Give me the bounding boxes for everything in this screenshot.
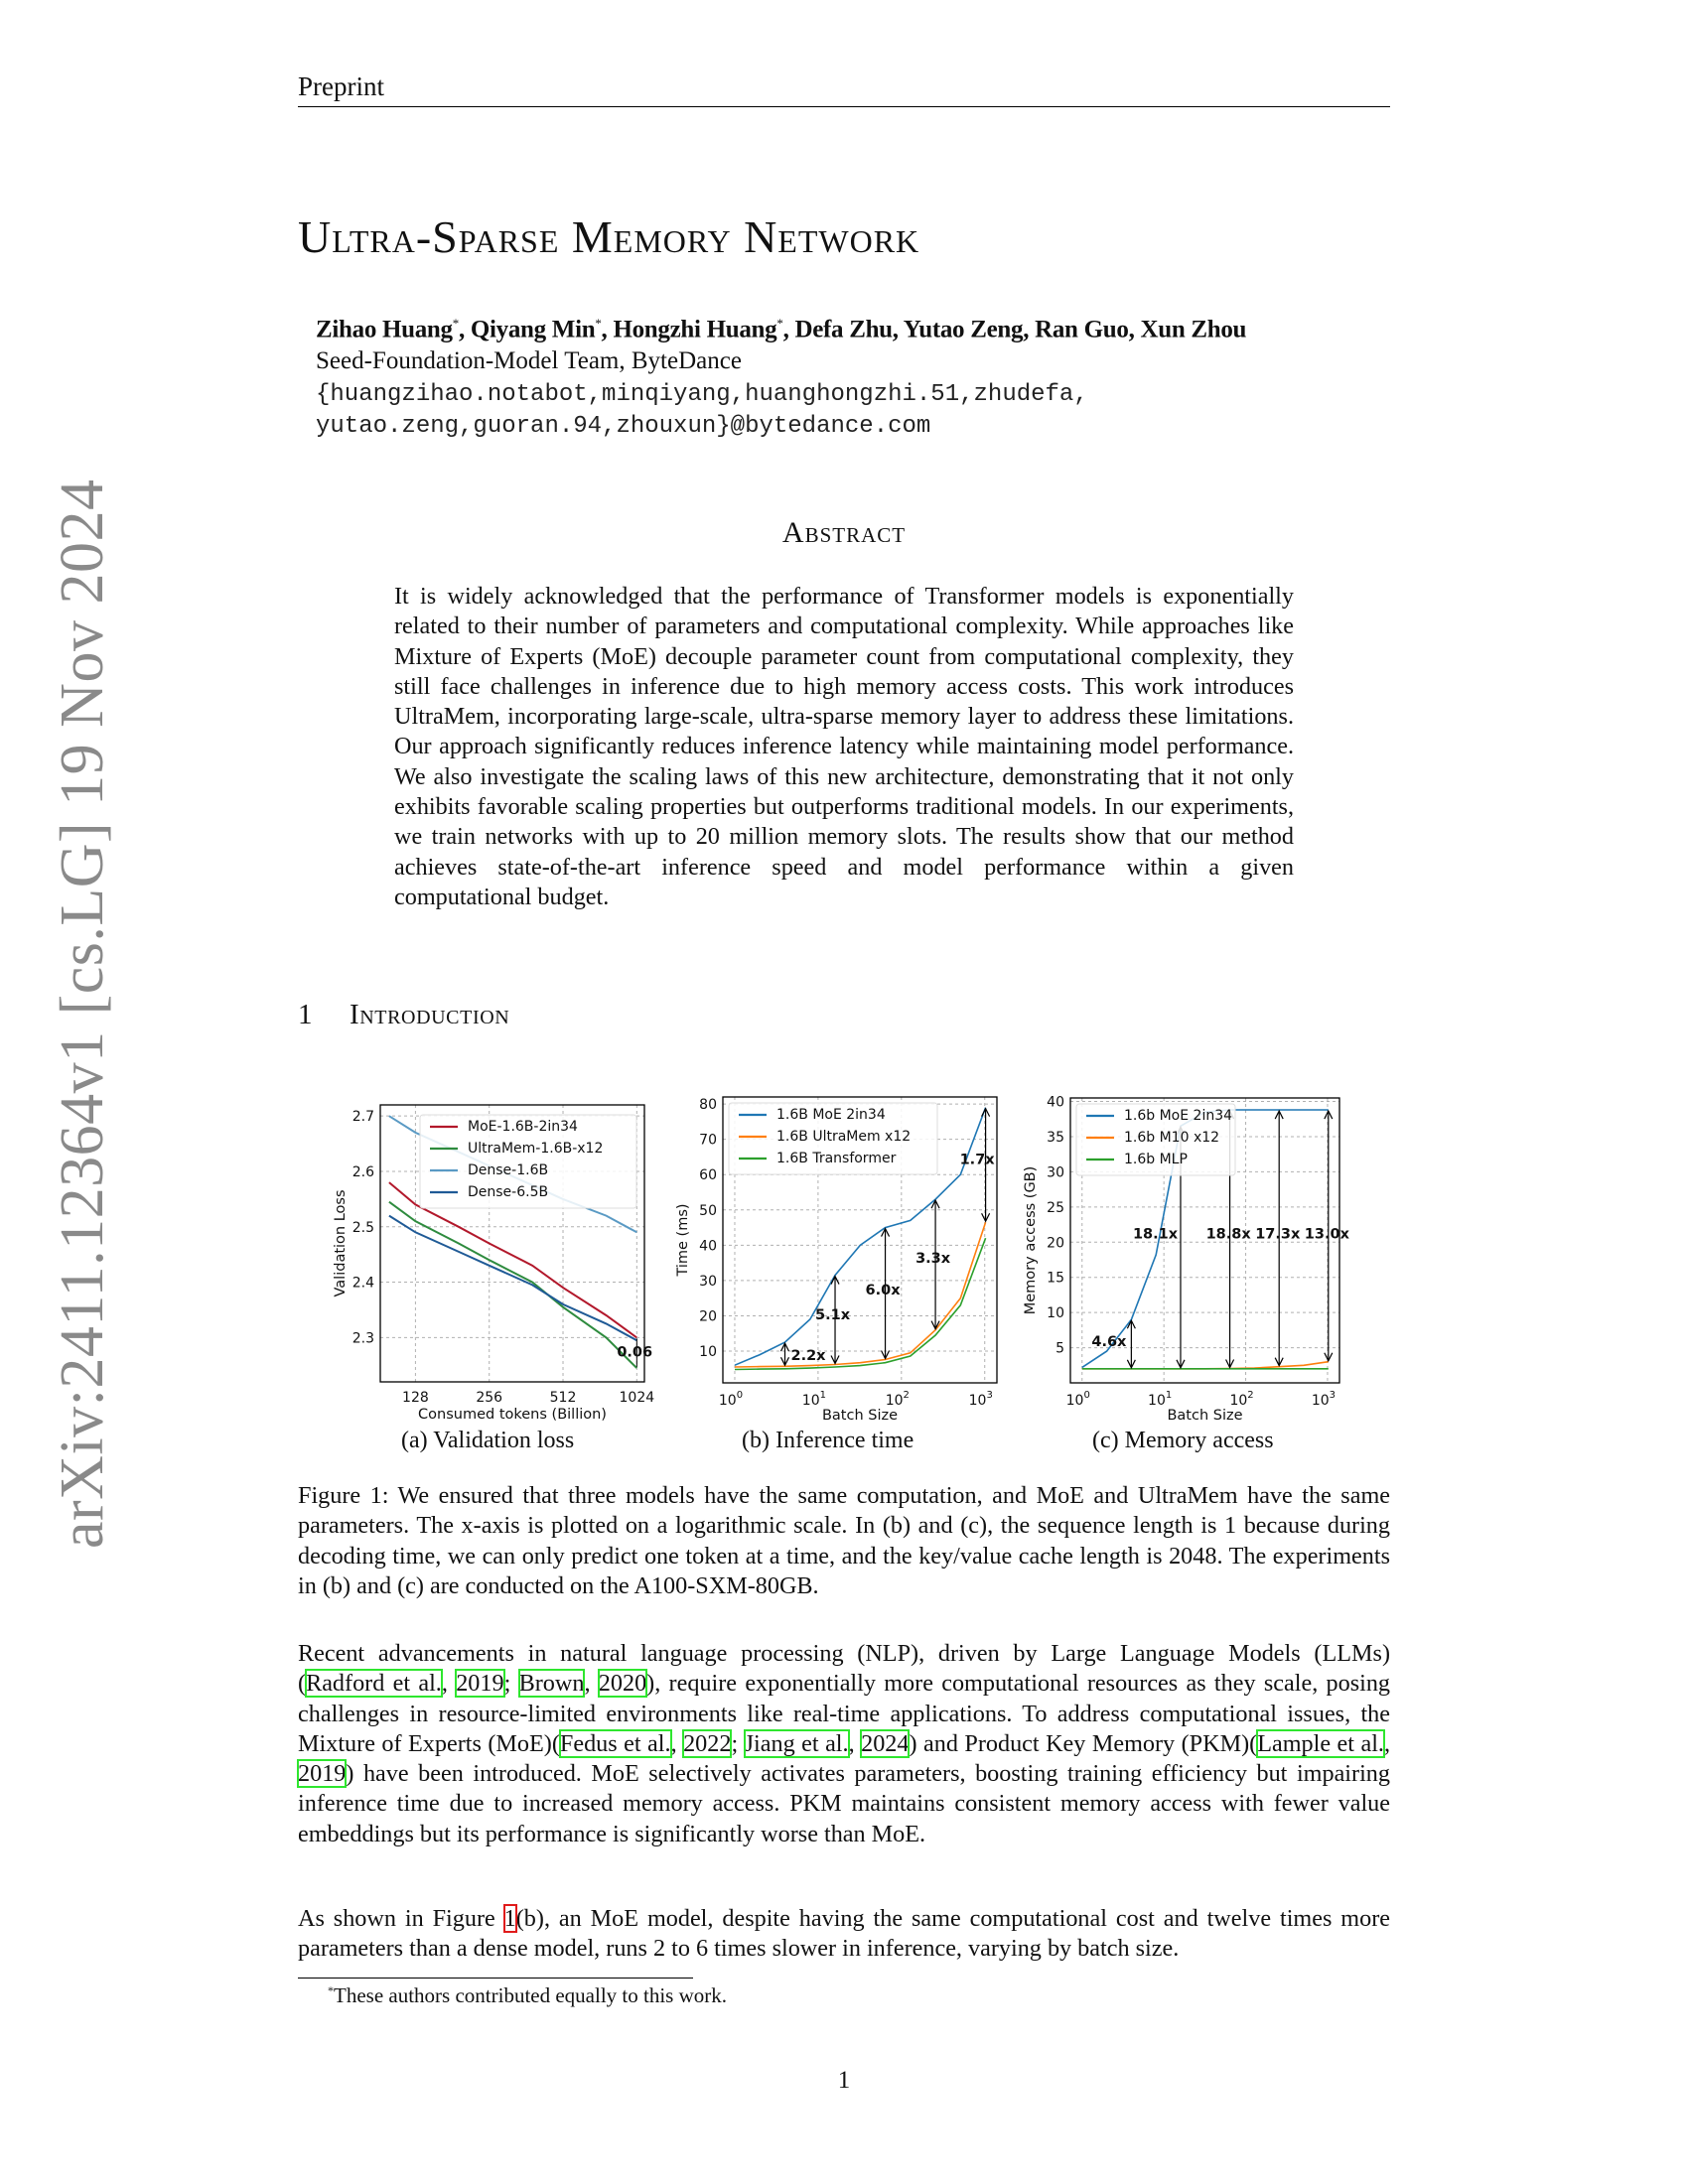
svg-text:1.6b MoE 2in34: 1.6b MoE 2in34 <box>1124 1108 1233 1124</box>
author-emails <box>316 379 1088 443</box>
svg-text:103: $10^3$ <box>968 1390 993 1409</box>
running-header: Preprint <box>298 71 384 101</box>
section-title: Introduction <box>350 999 510 1030</box>
svg-text:2.2x: 2.2x <box>790 1347 826 1364</box>
citation-year-link[interactable]: 2024 <box>861 1729 910 1757</box>
paragraph: Recent advancements in natural language processing (NLP), driven by Large Language Models (LLMs) (Radford et al., 2019; Brown, 2020), require exponentially more computational resources as they scale, posing challenges in resource-limited environments like real-time applications. To address computational issues, the Mixture of Experts (MoE)(Fedus et al., 2022; Jiang et al., 2024) and Product Key Memory (PKM)(Lample et al., 2019) have been introduced. MoE selectively activates parameters, boosting training efficiency but impairing inference time due to increased memory access. PKM maintains consistent memory access with fewer value embeddings but its performance is significantly worse than MoE. <box>298 1640 1391 1847</box>
citation-link[interactable]: Fedus et al. <box>559 1729 671 1757</box>
svg-text:10: 10 <box>699 1344 717 1360</box>
abstract-text: It is widely acknowledged that the performance of Transformer models is exponentially related to their number of parameters and computational complexity. While approaches like Mixture of Experts (MoE) decouple parameter count from computational complexity, they still face challenges in inference due to high memory access costs. This work introduces UltraMem, incorporating large-scale, ultra-sparse memory layer to address these limitations. Our approach significantly reduces inference latency while maintaining model performance. We also investigate the scaling laws of this new architecture, demonstrating that it not only exhibits favorable scaling properties but outperforms traditional models. In our experiments, we train networks with up to 20 million memory slots. The results show that our method achieves state-of-the-art inference speed and model performance within a given computational budget. <box>394 583 1294 910</box>
svg-text:2.6: 2.6 <box>352 1163 374 1180</box>
svg-text:40: 40 <box>699 1238 717 1255</box>
svg-text:103: $10^3$ <box>1311 1390 1336 1409</box>
svg-text:30: 30 <box>699 1273 717 1290</box>
svg-text:Dense-6.5B: Dense-6.5B <box>468 1184 549 1200</box>
author: Defa Zhu <box>794 316 893 343</box>
svg-text:1.6B UltraMem x12: 1.6B UltraMem x12 <box>776 1129 912 1145</box>
svg-text:Time (ms): Time (ms) <box>675 1203 691 1277</box>
svg-text:100: $10^0$ <box>1065 1390 1090 1409</box>
svg-text:1.6B Transformer: 1.6B Transformer <box>776 1151 897 1166</box>
svg-text:1.6b M10 x12: 1.6b M10 x12 <box>1124 1130 1220 1146</box>
svg-text:17.3x: 17.3x <box>1255 1226 1301 1243</box>
svg-text:20: 20 <box>1047 1235 1064 1252</box>
svg-text:Dense-1.6B: Dense-1.6B <box>468 1162 549 1178</box>
author: Yutao Zeng <box>903 316 1024 343</box>
email-line: yutao.zeng,guoran.94,zhouxun}@bytedance.com <box>316 413 931 440</box>
svg-text:101: $10^1$ <box>1148 1390 1173 1409</box>
svg-text:1.6B MoE 2in34: 1.6B MoE 2in34 <box>776 1107 886 1123</box>
svg-text:Batch Size: Batch Size <box>821 1408 899 1424</box>
citation-link[interactable]: Lample et al. <box>1257 1729 1384 1757</box>
citation-link[interactable]: Jiang et al. <box>744 1729 849 1757</box>
svg-text:Memory access (GB): Memory access (GB) <box>1023 1165 1039 1315</box>
footnote-rule <box>298 1978 693 1979</box>
abstract-heading: Abstract <box>781 516 907 549</box>
svg-text:2.7: 2.7 <box>352 1109 374 1126</box>
subcaption-b: (b) Inference time <box>742 1428 914 1453</box>
svg-text:Validation Loss: Validation Loss <box>333 1189 349 1297</box>
arxiv-side-stamp: arXiv:2411.12364v1 [cs.LG] 19 Nov 2024 <box>49 478 116 1549</box>
author: Qiyang Min <box>470 316 596 343</box>
svg-text:18.1x: 18.1x <box>1132 1226 1179 1243</box>
citation-link[interactable]: Radford et al. <box>306 1670 442 1698</box>
section-number: 1 <box>298 999 314 1030</box>
svg-text:100: $10^0$ <box>718 1390 744 1409</box>
svg-text:128: 128 <box>402 1390 429 1406</box>
footnote: *These authors contributed equally to this work. <box>328 1983 727 2007</box>
paragraph: As shown in Figure 1(b), an MoE model, despite having the same computational cost and twelve times more parameters than a dense model, runs 2 to 6 times slower in inference, varying by batch size. <box>298 1905 1390 1963</box>
section-heading <box>298 999 509 1031</box>
svg-text:3.3x: 3.3x <box>915 1251 951 1268</box>
citation-link[interactable]: Brown <box>518 1670 585 1698</box>
svg-text:102: $10^2$ <box>885 1390 910 1409</box>
svg-text:1.7x: 1.7x <box>959 1152 995 1168</box>
svg-text:1024: 1024 <box>619 1390 655 1406</box>
svg-text:25: 25 <box>1047 1199 1064 1216</box>
figure-caption: Figure 1: We ensured that three models have the same computation, and MoE and UltraMem have the same parameters. The x-axis is plotted on a logarithmic scale. In (b) and (c), the sequence length is 1 because during decoding time, we can only predict one token at a time, and the key/value cache length is 2048. The experiments in (b) and (c) are conducted on the A100-SXM-80GB. <box>298 1482 1390 1599</box>
svg-text:UltraMem-1.6B-x12: UltraMem-1.6B-x12 <box>468 1141 604 1157</box>
svg-text:Consumed tokens (Billion): Consumed tokens (Billion) <box>418 1407 607 1423</box>
figure-reference-link[interactable]: 1 <box>503 1905 516 1932</box>
affiliation: Seed-Foundation-Model Team, ByteDance <box>316 347 742 374</box>
subcaption-c: (c) Memory access <box>1092 1428 1274 1453</box>
svg-text:5.1x: 5.1x <box>815 1307 851 1323</box>
svg-text:256: 256 <box>476 1390 503 1406</box>
svg-text:30: 30 <box>1047 1164 1064 1181</box>
svg-text:20: 20 <box>699 1308 717 1325</box>
svg-text:Batch Size: Batch Size <box>1167 1408 1243 1424</box>
svg-text:1.6b MLP: 1.6b MLP <box>1124 1152 1188 1167</box>
svg-text:102: $10^2$ <box>1229 1390 1254 1409</box>
svg-text:70: 70 <box>699 1132 717 1149</box>
svg-text:60: 60 <box>699 1167 717 1184</box>
svg-text:18.8x: 18.8x <box>1205 1226 1251 1243</box>
svg-text:2.3: 2.3 <box>352 1330 374 1347</box>
author: Zihao Huang <box>316 316 453 343</box>
svg-text:6.0x: 6.0x <box>865 1283 901 1299</box>
svg-text:2.4: 2.4 <box>352 1275 374 1292</box>
citation-year-link[interactable]: 2020 <box>598 1670 647 1698</box>
author: Hongzhi Huang <box>613 316 777 343</box>
svg-text:13.0x: 13.0x <box>1304 1226 1349 1243</box>
svg-text:2.5: 2.5 <box>352 1219 374 1236</box>
paper-title: Ultra-Sparse Memory Network <box>298 211 920 262</box>
author: Xun Zhou <box>1140 316 1247 343</box>
svg-text:5: 5 <box>1055 1340 1064 1357</box>
author: Ran Guo <box>1035 316 1129 343</box>
svg-text:35: 35 <box>1047 1129 1064 1146</box>
svg-text:80: 80 <box>699 1097 717 1114</box>
svg-text:4.6x: 4.6x <box>1091 1334 1127 1351</box>
email-line: {huangzihao.notabot,minqiyang,huanghongzhi.51,zhudefa, <box>316 381 1088 408</box>
citation-year-link[interactable]: 2019 <box>298 1760 347 1788</box>
citation-year-link[interactable]: 2022 <box>683 1729 732 1757</box>
svg-text:40: 40 <box>1047 1094 1064 1111</box>
svg-text:15: 15 <box>1047 1270 1064 1287</box>
svg-text:50: 50 <box>699 1202 717 1219</box>
svg-text:0.06: 0.06 <box>617 1344 653 1361</box>
subcaption-a: (a) Validation loss <box>401 1428 575 1453</box>
citation-year-link[interactable]: 2019 <box>456 1670 504 1698</box>
figure-1 <box>298 1077 1390 1464</box>
author-list: Zihao Huang*, Qiyang Min*, Hongzhi Huang*, Defa Zhu, Yutao Zeng, Ran Guo, Xun Zhou <box>316 316 1247 343</box>
svg-text:101: $10^1$ <box>801 1390 826 1409</box>
svg-text:MoE-1.6B-2in34: MoE-1.6B-2in34 <box>468 1119 578 1135</box>
svg-text:10: 10 <box>1047 1305 1064 1322</box>
page-number: 1 <box>837 2067 851 2094</box>
header-rule <box>298 106 1390 107</box>
svg-text:512: 512 <box>549 1390 577 1406</box>
